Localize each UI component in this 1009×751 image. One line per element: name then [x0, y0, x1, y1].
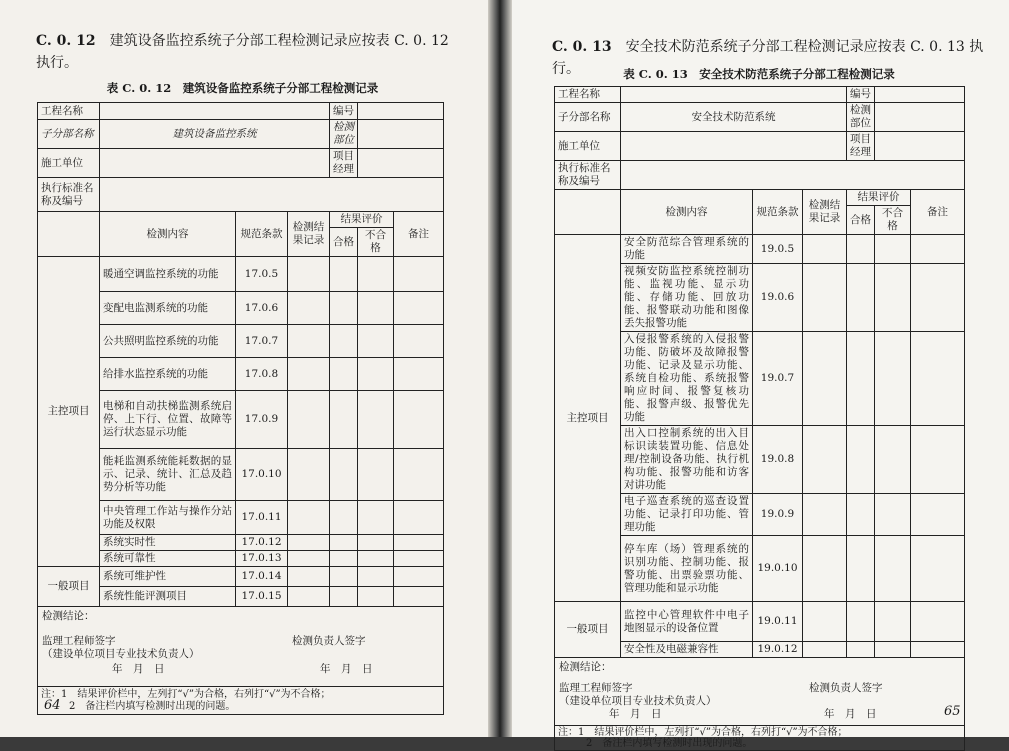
header-result: 检测结果记录	[803, 190, 847, 235]
cell-fail[interactable]	[358, 551, 394, 567]
left-clause-heading: C. 0. 12 建筑设备监控系统子分部工程检测记录应按表 C. 0. 12 执行。	[36, 33, 449, 71]
cell-remark[interactable]	[394, 551, 444, 567]
cell-pass[interactable]	[330, 551, 358, 567]
left-table-caption: 表 C. 0. 12 建筑设备监控系统子分部工程检测记录	[106, 81, 379, 95]
cell-pass[interactable]	[847, 426, 875, 494]
cell-pass[interactable]	[847, 642, 875, 658]
note-2: 2 备注栏内填写检测时出现的问题。	[586, 738, 753, 749]
supervisor-date: 年 月 日	[112, 663, 165, 675]
left-record-table	[37, 102, 444, 715]
note-2: 2 备注栏内填写检测时出现的问题。	[69, 700, 236, 712]
inspector-date: 年 月 日	[320, 663, 373, 675]
right-record-table	[554, 86, 965, 751]
field-contractor[interactable]	[621, 132, 847, 161]
cell-fail[interactable]	[875, 642, 911, 658]
field-inspect-part[interactable]	[358, 120, 444, 149]
supervisor-signature-label: 监理工程师签字	[42, 635, 116, 647]
label-standard: 执行标准名称及编号	[38, 178, 100, 212]
item-text: 暖通空调监控系统的功能	[100, 257, 236, 292]
item-text: 中央管理工作站与操作分站功能及权限	[100, 501, 236, 535]
header-pass: 合格	[330, 228, 358, 257]
cell-remark[interactable]	[911, 642, 965, 658]
supervisor-date: 年 月 日	[609, 708, 662, 720]
cell-fail[interactable]	[358, 449, 394, 501]
item-text: 系统性能评测项目	[100, 587, 236, 607]
item-text: 监控中心管理软件中电子地图显示的设备位置	[621, 602, 753, 642]
cell-pass[interactable]	[847, 494, 875, 536]
item-text: 停车库（场）管理系统的识别功能、控制功能、报警功能、出票验票功能、管理功能和显示功能	[621, 536, 753, 602]
header-result: 检测结果记录	[288, 212, 330, 257]
field-inspect-part[interactable]	[875, 103, 965, 132]
label-standard: 执行标准名称及编号	[555, 161, 621, 190]
label-contractor: 施工单位	[38, 149, 100, 178]
cell-pass[interactable]	[330, 535, 358, 551]
item-clause: 19.0.7	[753, 332, 803, 426]
label-project-name: 工程名称	[38, 103, 100, 120]
label-subdivision: 子分部名称	[555, 103, 621, 132]
field-project-name[interactable]	[100, 103, 330, 120]
cell-pass[interactable]	[330, 257, 358, 292]
cell-pass[interactable]	[330, 325, 358, 358]
header-blank	[38, 212, 100, 257]
cell-pass[interactable]	[847, 264, 875, 332]
inspector-signature-label: 检测负责人签字	[809, 682, 883, 694]
header-evaluation: 结果评价	[847, 190, 911, 206]
cell-result[interactable]	[288, 449, 330, 501]
label-project-name: 工程名称	[555, 87, 621, 103]
cell-remark[interactable]	[394, 257, 444, 292]
cell-result[interactable]	[803, 494, 847, 536]
value-subdivision: 安全技术防范系统	[621, 103, 847, 132]
header-clause: 规范条款	[753, 190, 803, 235]
cell-pass[interactable]	[847, 536, 875, 602]
cell-result[interactable]	[288, 391, 330, 449]
right-table-caption: 表 C. 0. 13 安全技术防范系统子分部工程检测记录	[623, 67, 895, 81]
item-text: 公共照明监控系统的功能	[100, 325, 236, 358]
cell-pass[interactable]	[330, 567, 358, 587]
label-inspect-part: 检测部位	[847, 103, 875, 132]
cell-fail[interactable]	[358, 535, 394, 551]
label-main-items: 主控项目	[38, 257, 100, 567]
note-1: 注：1 结果评价栏中，左列打“√”为合格，右列打“√”为不合格；	[558, 727, 848, 738]
cell-remark[interactable]	[394, 292, 444, 325]
value-subdivision: 建筑设备监控系统	[100, 120, 330, 149]
cell-pass[interactable]	[330, 501, 358, 535]
cell-result[interactable]	[803, 602, 847, 642]
cell-fail[interactable]	[358, 292, 394, 325]
right-conclusion-block[interactable]	[555, 658, 965, 726]
header-remark: 备注	[911, 190, 965, 235]
cell-fail[interactable]	[358, 391, 394, 449]
cell-remark[interactable]	[394, 501, 444, 535]
item-clause: 19.0.10	[753, 536, 803, 602]
header-fail: 不合格	[358, 228, 394, 257]
label-number: 编号	[330, 103, 358, 120]
field-number[interactable]	[875, 87, 965, 103]
left-page	[0, 0, 488, 737]
header-blank	[555, 190, 621, 235]
cell-result[interactable]	[288, 567, 330, 587]
field-contractor[interactable]	[100, 149, 330, 178]
cell-pass[interactable]	[330, 292, 358, 325]
item-text: 入侵报警系统的入侵报警功能、防破坏及故障报警功能、记录及显示功能、系统自检功能、系统报警响应时间、报警复核功能、报警声级、报警优先功能	[621, 332, 753, 426]
item-text: 视频安防监控系统控制功能、监视功能、显示功能、存储功能、回放功能、报警联动功能和图像丢失报警功能	[621, 264, 753, 332]
label-main-items: 主控项目	[555, 235, 621, 602]
cell-result[interactable]	[288, 325, 330, 358]
item-clause: 17.0.15	[236, 587, 288, 607]
cell-pass[interactable]	[330, 358, 358, 391]
item-clause: 19.0.9	[753, 494, 803, 536]
field-number[interactable]	[358, 103, 444, 120]
header-clause: 规范条款	[236, 212, 288, 257]
cell-fail[interactable]	[875, 426, 911, 494]
item-clause: 19.0.5	[753, 235, 803, 264]
right-page	[512, 0, 1009, 749]
cell-result[interactable]	[288, 535, 330, 551]
supervisor-signature-sub: （建设单位项目专业技术负责人）	[42, 648, 200, 660]
cell-result[interactable]	[803, 536, 847, 602]
conclusion-label: 检测结论：	[42, 610, 95, 622]
conclusion-label: 检测结论：	[559, 661, 612, 673]
right-notes	[555, 726, 965, 751]
inspector-signature-label: 检测负责人签字	[292, 635, 366, 647]
cell-remark[interactable]	[911, 426, 965, 494]
cell-fail[interactable]	[358, 587, 394, 607]
item-text: 安全性及电磁兼容性	[621, 642, 753, 658]
header-remark: 备注	[394, 212, 444, 257]
book-spine	[488, 0, 512, 737]
note-1: 注：1 结果评价栏中，左列打“√”为合格，右列打“√”为不合格；	[41, 688, 331, 700]
cell-fail[interactable]	[358, 501, 394, 535]
cell-pass[interactable]	[847, 235, 875, 264]
cell-remark[interactable]	[911, 602, 965, 642]
item-clause: 19.0.12	[753, 642, 803, 658]
cell-pass[interactable]	[330, 587, 358, 607]
cell-result[interactable]	[803, 332, 847, 426]
cell-result[interactable]	[288, 257, 330, 292]
inspector-date: 年 月 日	[824, 708, 877, 720]
item-clause: 17.0.6	[236, 292, 288, 325]
item-text: 电子巡查系统的巡查设置功能、记录打印功能、管理功能	[621, 494, 753, 536]
cell-result[interactable]	[288, 551, 330, 567]
label-number: 编号	[847, 87, 875, 103]
cell-fail[interactable]	[358, 567, 394, 587]
field-project-name[interactable]	[621, 87, 847, 103]
item-clause: 19.0.8	[753, 426, 803, 494]
item-clause: 19.0.11	[753, 602, 803, 642]
cell-fail[interactable]	[875, 235, 911, 264]
cell-remark[interactable]	[394, 391, 444, 449]
label-contractor: 施工单位	[555, 132, 621, 161]
cell-remark[interactable]	[394, 358, 444, 391]
item-text: 系统可靠性	[100, 551, 236, 567]
cell-result[interactable]	[288, 292, 330, 325]
item-text: 变配电监测系统的功能	[100, 292, 236, 325]
cell-result[interactable]	[288, 358, 330, 391]
item-clause: 17.0.14	[236, 567, 288, 587]
item-clause: 17.0.11	[236, 501, 288, 535]
cell-result[interactable]	[803, 264, 847, 332]
cell-result[interactable]	[803, 642, 847, 658]
supervisor-signature-sub: （建设单位项目专业技术负责人）	[559, 695, 717, 707]
cell-fail[interactable]	[875, 264, 911, 332]
field-standard[interactable]	[100, 178, 444, 212]
label-general-items: 一般项目	[38, 567, 100, 607]
cell-remark[interactable]	[911, 494, 965, 536]
header-pass: 合格	[847, 206, 875, 235]
field-project-manager[interactable]	[358, 149, 444, 178]
header-content: 检测内容	[100, 212, 236, 257]
field-project-manager[interactable]	[875, 132, 965, 161]
cell-fail[interactable]	[875, 602, 911, 642]
item-text: 系统可维护性	[100, 567, 236, 587]
item-clause: 17.0.8	[236, 358, 288, 391]
supervisor-signature-label: 监理工程师签字	[559, 682, 633, 694]
left-page-number: 64	[44, 698, 61, 713]
cell-result[interactable]	[803, 426, 847, 494]
left-notes	[38, 687, 444, 715]
right-page-number: 65	[944, 704, 961, 719]
item-clause: 17.0.10	[236, 449, 288, 501]
cell-remark[interactable]	[394, 587, 444, 607]
cell-fail[interactable]	[358, 358, 394, 391]
cell-remark[interactable]	[394, 449, 444, 501]
cell-result[interactable]	[288, 587, 330, 607]
item-text: 安全防范综合管理系统的功能	[621, 235, 753, 264]
item-clause: 17.0.13	[236, 551, 288, 567]
left-conclusion-block[interactable]	[38, 607, 444, 687]
item-text: 系统实时性	[100, 535, 236, 551]
cell-remark[interactable]	[911, 264, 965, 332]
cell-result[interactable]	[288, 501, 330, 535]
header-content: 检测内容	[621, 190, 753, 235]
item-clause: 19.0.6	[753, 264, 803, 332]
item-clause: 17.0.12	[236, 535, 288, 551]
cell-remark[interactable]	[394, 325, 444, 358]
item-clause: 17.0.5	[236, 257, 288, 292]
item-text: 电梯和自动扶梯监测系统启停、上下行、位置、故障等运行状态显示功能	[100, 391, 236, 449]
header-evaluation: 结果评价	[330, 212, 394, 228]
label-inspect-part: 检测部位	[330, 120, 358, 149]
cell-pass[interactable]	[330, 391, 358, 449]
cell-pass[interactable]	[847, 602, 875, 642]
label-subdivision: 子分部名称	[38, 120, 100, 149]
right-clause-heading: C. 0. 13 安全技术防范系统子分部工程检测记录应按表 C. 0. 13 执行。	[552, 39, 984, 77]
item-text: 给排水监控系统的功能	[100, 358, 236, 391]
cell-remark[interactable]	[394, 535, 444, 551]
cell-remark[interactable]	[911, 332, 965, 426]
header-fail: 不合格	[875, 206, 911, 235]
cell-pass[interactable]	[847, 332, 875, 426]
field-standard[interactable]	[621, 161, 965, 190]
item-clause: 17.0.9	[236, 391, 288, 449]
cell-remark[interactable]	[394, 567, 444, 587]
cell-fail[interactable]	[358, 325, 394, 358]
cell-pass[interactable]	[330, 449, 358, 501]
cell-fail[interactable]	[875, 494, 911, 536]
label-project-manager: 项目经理	[330, 149, 358, 178]
item-clause: 17.0.7	[236, 325, 288, 358]
cell-result[interactable]	[803, 235, 847, 264]
cell-fail[interactable]	[875, 332, 911, 426]
label-general-items: 一般项目	[555, 602, 621, 658]
cell-fail[interactable]	[358, 257, 394, 292]
item-text: 能耗监测系统能耗数据的显示、记录、统计、汇总及趋势分析等功能	[100, 449, 236, 501]
cell-remark[interactable]	[911, 536, 965, 602]
item-text: 出入口控制系统的出入目标识读装置功能、信息处理/控制设备功能、执行机构功能、报警功能和访客对讲功能	[621, 426, 753, 494]
cell-fail[interactable]	[875, 536, 911, 602]
label-project-manager: 项目经理	[847, 132, 875, 161]
cell-remark[interactable]	[911, 235, 965, 264]
